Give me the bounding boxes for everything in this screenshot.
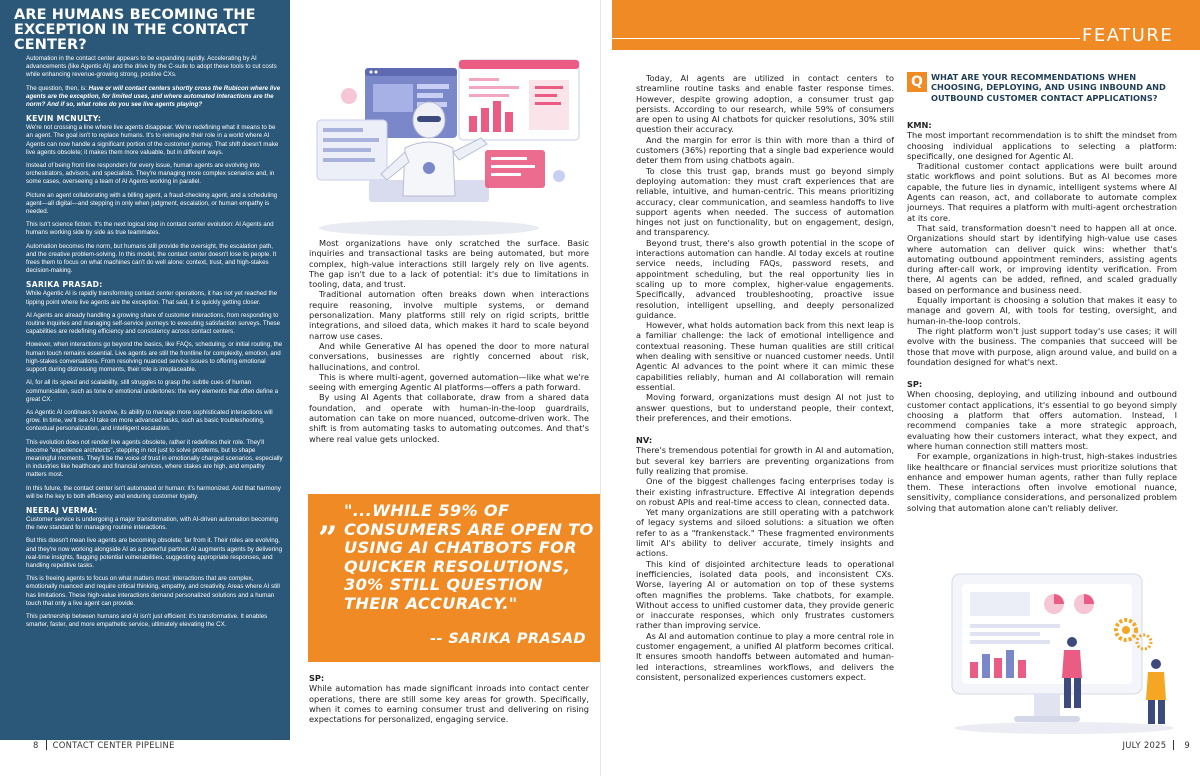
page-number-right: 9 (1184, 740, 1190, 750)
page-gutter (600, 0, 601, 776)
question-text: WHAT ARE YOUR RECOMMENDATIONS WHEN CHOOSING, DEPLOYING, AND USING INBOUND AND OUTBOUND CUSTOMER CONTACT APPLICATIONS? (931, 72, 1166, 103)
sidebar-paragraph: Customer service is undergoing a major transformation, with AI-driven automation becoming the new standard for managing routine interactions. (26, 515, 279, 532)
sidebar-paragraph: We're not crossing a line where live agents disappear. We're redefining what it means to be an agent. The goal isn't to replace humans. It's to reimagine their role in a world where AI Agents can now handle a significant portion of the customer journey. That shift doesn't make live agents obsolete; it makes them more valuable, but in different ways. (26, 124, 279, 156)
sidebar-question (26, 85, 284, 110)
body-paragraph: Today, AI agents are utilized in contact centers to streamline routine tasks and enable faster response times. However, despite growing adoption, a consumer trust gap persists. According to our research, while 59% of consumers are open to using AI chatbots for quicker resolutions, 30% still question their accuracy. (636, 73, 894, 135)
body-paragraph: While automation has made significant inroads into contact center operations, there are still some key areas for growth. Specifically, when it comes to earning consumer trust and delivering on rising expectations for personalized, engaging service. (309, 683, 589, 725)
monitor-stand (1034, 694, 1060, 716)
body-paragraph: One of the biggest challenges facing enterprises today is their existing infrastructure. Effective AI integration depends on robust APIs and real-time access to clean, connected data. (636, 476, 894, 507)
body-paragraph: The most important recommendation is to shift the mindset from choosing individual applications to selecting a platform: specifically, one designed for Agentic AI. (907, 130, 1177, 161)
feature-header (612, 0, 1200, 58)
body-paragraph: The right platform won't just support today's use cases; it will evolve with the business. The companies that succeed will be those that move with purpose, align around value, and build on a foundation designed for what's next. (907, 325, 1177, 367)
body-paragraph: Beyond trust, there's also growth potential in the scope of interactions automation can handle. AI today excels at routine service needs, including FAQs, password resets, and appointment scheduling, but the real opportunity lies in scaling up to more complex, higher-value engagements. Specifically, advanced troubleshooting, proactive issue resolution, intelligent upselling, and deeply personalized guidance. (636, 237, 894, 320)
sidebar-question-text: Have or will contact centers shortly cross the Rubicon where live agents are the exception, for limited uses, and where automated interactions are the norm? And if so, what roles do you see live agents playing? (26, 84, 281, 109)
respondent-name: KEVIN MCNULTY: (26, 114, 102, 124)
pull-quote-text: "...WHILE 59% OF CONSUMERS ARE OPEN TO USING AI CHATBOTS FOR QUICKER RESOLUTIONS, 30% STILL QUESTION THEIR ACCURACY." (344, 501, 594, 613)
sidebar-paragraph: This isn't science fiction. It's the next logical step in contact center evolution: AI Agents and humans working side by side as true teammates. (26, 221, 274, 237)
question-badge: Q (907, 72, 927, 92)
body-paragraph: There's tremendous potential for growth in AI and automation, but several key barriers are preventing organizations from fully realizing that promise. (636, 445, 894, 476)
hero-robot-illustration (309, 56, 587, 236)
issue-date: JULY 2025 (1122, 740, 1167, 750)
sidebar-paragraph: This partnership between humans and AI isn't just efficient: it's transformative. It enables smarter, faster, and more empathetic service, ultimately elevating the CX. (26, 612, 268, 629)
sidebar-paragraph: While Agentic AI is rapidly transforming contact center operations, it has not yet reached the tipping point where live agents are the exception. That said, it is quickly getting closer. (26, 290, 278, 306)
body-paragraph: However, what holds automation back from this next leap is a familiar challenge: the lack of emotional intelligence and contextual reasoning. These human qualities are still critical when dealing with sensitive or nuanced customer needs. Until Agentic AI advances to the point where it can mimic these capabilities reliably, human and AI collaboration will remain essential. (636, 320, 894, 392)
body-paragraph: That said, transformation doesn't need to happen all at once. Organizations should start by identifying high-value use cases where automation can deliver quick wins: whether that's automating outbound appointment reminders, assisting agents during after-call work, or improving identity verification. From there, AI agents can be added, refined, and scaled gradually based on performance and business need. (907, 222, 1177, 295)
speaker-label: NV: (636, 435, 653, 446)
body-paragraph: Most organizations have only scratched the surface. Basic inquiries and transactional tasks are being automated, but more complex, high-value interactions still largely rely on live agents. The gap isn't due to a lack of potential: it's due to limitations in tooling, data, and trust. (309, 238, 589, 290)
body-paragraph: By using AI Agents that collaborate, draw from a shared data foundation, and operate with human-in-the-loop guardrails, automation can take on more nuanced, outcome-driven work. The shift is from automating tasks to automating outcomes. And that's where real value gets unlocked. (309, 392, 589, 444)
body-paragraph: Traditional customer contact applications were built around static workflows and point solutions. But as AI becomes more capable, the future lies in dynamic, intelligent systems where AI Agents can reason, act, and collaborate to automate complex journeys. That requires a platform with multi-agent orchestration at its core. (907, 161, 1177, 223)
sidebar-paragraph: But this doesn't mean live agents are becoming obsolete; far from it. Their roles are evolving, and they're now working alongside AI as a powerful partner. AI augments agents by delivering real-time insights, flagging potential vulnerabilities, suggesting appropriate responses, and handling repetitive tasks. (26, 537, 283, 569)
sidebar-paragraph: AI Agents are already handling a growing share of customer interactions, from responding to routine inquiries and managing self-service journeys to executing satisfaction surveys. These capabilities are redefining efficiency and consistency across contact centers. (26, 311, 281, 336)
sidebar-panel (0, 0, 290, 740)
sidebar-question-lead: The question, then, is: (26, 84, 87, 92)
speaker-label: SP: (907, 379, 923, 390)
body-paragraph: When choosing, deploying, and utilizing inbound and outbound customer contact applications, it's essential to go beyond simply choosing a platform that offers automation. Instead, I recommend companies take a more strategic approach, evaluating how their customers interact, what they expect, and where human connection still matters most. (907, 389, 1177, 451)
body-paragraph: To close this trust gap, brands must go beyond simply deploying automation: they must craft experiences that are reliable, intuitive, and human-centric. This means prioritizing accuracy, clear communication, and seamless handoffs to live support agents when needed. The success of automation hinges not just on functionality, but on engagement, design, and transparency. (636, 165, 894, 238)
sidebar-intro: Automation in the contact center appears to be expanding rapidly. Accelerating by AI advancements (like Agentic AI) and the drive by the C-suite to adopt these tools to cut costs while enhancing revenue-growing strong, positive CXs. (26, 55, 277, 79)
article-column-2 (636, 73, 894, 682)
quote-icon: ” (318, 519, 338, 559)
footer-left (33, 740, 175, 750)
question-heading (907, 72, 1177, 112)
body-paragraph: As AI and automation continue to play a more central role in customer engagement, a unified AI platform becomes critical. It ensures smooth handoffs between automated and human-led interactions, streamlines workflows, and delivers the consistent, personalized experiences customers expect. (636, 630, 894, 682)
sidebar-paragraph: Picture an agent collaborating with a billing agent, a fraud-checking agent, and a scheduling agent—all digital—and stepping in only when judgment, escalation, or human empathy is needed. (26, 191, 278, 216)
article-column-3 (907, 120, 1177, 513)
floating-card (485, 150, 545, 188)
section-label: FEATURE (1082, 25, 1174, 46)
footer-divider (46, 740, 47, 750)
body-paragraph: This kind of disjointed architecture leads to operational inefficiencies, isolated data pools, and inconsistent CXs. Worse, layering AI or automation on top of these systems often magnifies the problems. Take chatbots, for example. Without access to unified customer data, they provide generic or inaccurate responses, which only frustrates customers rather than improving service. (636, 558, 894, 631)
sidebar-paragraph: In this future, the contact center isn't automated or human: it's harmonized. And that harmony will be the key to both efficiency and enduring customer loyalty. (26, 484, 281, 500)
sidebar-paragraph: As Agentic AI continues to evolve, its ability to manage more sophisticated interactions will grow. In time, we'll see AI take on more advanced tasks, such as basic troubleshooting, contextual personalization, and intelligent escalation. (26, 408, 273, 433)
body-paragraph: For example, organizations in high-trust, high-stakes industries like healthcare or financial services must prioritize solutions that enhance and empower human agents, rather than fully replace them. These interactions often involve emotional nuance, sensitivity, compliance considerations, and personalized problem solving that automation alone can't reliably deliver. (907, 451, 1177, 513)
article-column-1 (309, 238, 589, 444)
body-paragraph: Equally important is choosing a solution that makes it easy to manage and govern AI, with tools for testing, oversight, and human-in-the-loop controls. (907, 295, 1177, 326)
article-column-1-continued (309, 673, 589, 724)
pull-quote-author: -- SARIKA PRASAD (430, 631, 586, 647)
floor-ellipse (319, 220, 539, 236)
sidebar-paragraph: This is freeing agents to focus on what matters most: interactions that are complex, emotionally nuanced and require critical thinking, empathy, and creativity. Areas where AI still has limitations. These high-value interactions demand personalized solutions and a human touch that only a live agent can provide. (26, 575, 280, 607)
body-paragraph: Yet many organizations are still operating with a patchwork of legacy systems and siloed solutions: a situation we often refer to as a "frankenstack." These fragmented environments limit AI's ability to deliver accurate, timely insights and actions. (636, 507, 894, 559)
sidebar-paragraph: Instead of being front line responders for every issue, human agents are evolving into orchestrators, advisors, and specialists. They're managing more complex scenarios and, in some cases, overseeing a team of AI Agents working in parallel. (26, 162, 275, 186)
sidebar-paragraph: However, when interactions go beyond the basics, like FAQs, scheduling, or initial routing, the human touch remains essential. Live agents are still the frontline for complexity, emotion, and high-stakes conversations. From resolving nuanced service issues to offering emotional support during distressing moments, their role is irreplaceable. (26, 341, 283, 374)
sidebar-paragraph: Automation becomes the norm, but humans still provide the oversight, the escalation path, and the creative problem-solving. In this model, the contact center doesn't lose its people. It frees them to focus on what machines can't do well alone: context, trust, and high-stakes decision-making. (26, 242, 277, 275)
feature-rule (612, 38, 1080, 39)
body-paragraph: And the margin for error is thin with more than a third of customers (36%) reporting that a single bad experience would deter them from using chatbots again. (636, 134, 894, 166)
sidebar-body (26, 55, 284, 634)
body-paragraph: And while Generative AI has opened the door to more natural conversations, businesses are rightly concerned about risk, hallucinations, and control. (309, 340, 589, 372)
body-paragraph: Traditional automation often breaks down when interactions require reasoning, involve multiple systems, or demand personalization. Many platforms still rely on rigid scripts, brittle integrations, and siloed data, which makes it hard to scale beyond narrow use cases. (309, 289, 589, 341)
footer-divider (1173, 740, 1174, 750)
speaker-label: KMN: (907, 120, 932, 130)
sidebar-paragraph: This evolution does not render live agents obsolete, rather it redefines their role. They'll become "experience architects", stepping in not just to solve problems, but to shape meaningful moments. They'll be the voice of trust in emotionally charged scenarios, especially in industries like healthcare and financial services, where stakes are high, and empathy matters most. (26, 438, 283, 479)
page-number-left: 8 (33, 740, 39, 750)
respondent-name: NEERAJ VERMA: (26, 505, 98, 515)
sidebar-paragraph: AI, for all its speed and scalability, still struggles to grasp the subtle cues of human communication, such as tone or emotional undertones: the very elements that often define a great CX. (26, 379, 279, 403)
dashboard-illustration (934, 568, 1180, 736)
publication-name: CONTACT CENTER PIPELINE (52, 740, 175, 750)
body-paragraph: Moving forward, organizations must design AI not just to answer questions, but to understand people, their context, their preferences, and their emotions. (636, 392, 894, 423)
person-figure-right (1146, 659, 1166, 724)
body-paragraph: This is where multi-agent, governed automation—like what we're seeing with emerging Agentic AI platforms—offers a path forward. (309, 371, 589, 393)
pull-quote (308, 494, 600, 662)
footer-right (1122, 740, 1190, 750)
speaker-label: SP: (309, 673, 325, 683)
respondent-name: SARIKA PRASAD: (26, 280, 103, 290)
sidebar-title: ARE HUMANS BECOMING THE EXCEPTION IN THE CONTACT CENTER? (14, 7, 256, 53)
